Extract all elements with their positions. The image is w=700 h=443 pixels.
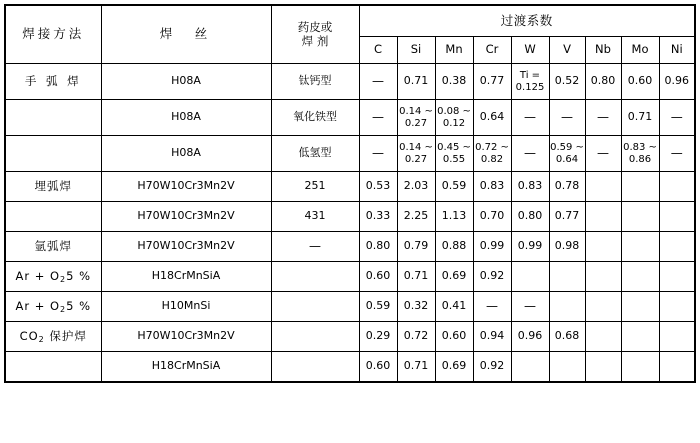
cell-method-post: 保护焊 bbox=[44, 328, 87, 343]
cell-mn-line2: 0.12 bbox=[442, 117, 466, 129]
cell-ni: — bbox=[659, 136, 695, 172]
cell-wire: H08A bbox=[101, 136, 271, 172]
cell-ni bbox=[659, 352, 695, 383]
cell-w: 0.80 bbox=[511, 202, 549, 232]
cell-si: 0.32 bbox=[397, 292, 435, 322]
cell-cr: 0.70 bbox=[473, 202, 511, 232]
cell-v: — bbox=[549, 100, 585, 136]
cell-flux: 钛钙型 bbox=[271, 64, 359, 100]
cell-c: — bbox=[359, 136, 397, 172]
cell-method bbox=[5, 202, 101, 232]
cell-mo bbox=[621, 136, 659, 172]
cell-w: — bbox=[511, 292, 549, 322]
cell-c: 0.53 bbox=[359, 172, 397, 202]
cell-si: 2.25 bbox=[397, 202, 435, 232]
cell-method bbox=[5, 262, 101, 292]
cell-w: 0.83 bbox=[511, 172, 549, 202]
cell-w: — bbox=[511, 136, 549, 172]
cell-cr: 0.83 bbox=[473, 172, 511, 202]
cell-method bbox=[5, 136, 101, 172]
table-row bbox=[5, 292, 695, 322]
cell-mn-line1: 0.45 ~ bbox=[437, 142, 471, 153]
cell-mn: 0.38 bbox=[435, 64, 473, 100]
cell-wire: H10MnSi bbox=[101, 292, 271, 322]
cell-flux bbox=[271, 322, 359, 352]
cell-mn-line1: 0.08 ~ bbox=[437, 106, 471, 117]
table-row bbox=[5, 136, 695, 172]
cell-mo-line2: 0.86 bbox=[628, 153, 652, 165]
cell-mn bbox=[435, 100, 473, 136]
cell-wire: H70W10Cr3Mn2V bbox=[101, 172, 271, 202]
header-element-mo: Mo bbox=[621, 37, 659, 64]
cell-c: 0.29 bbox=[359, 322, 397, 352]
header-coefficient: 过渡系数 bbox=[359, 5, 695, 37]
cell-mn: 1.13 bbox=[435, 202, 473, 232]
cell-v-line2: 0.64 bbox=[555, 153, 579, 165]
cell-mn-line2: 0.55 bbox=[442, 153, 466, 165]
cell-nb: — bbox=[585, 136, 621, 172]
cell-method bbox=[5, 292, 101, 322]
cell-method: 埋弧焊 bbox=[5, 172, 101, 202]
cell-cr bbox=[473, 136, 511, 172]
cell-nb: — bbox=[585, 100, 621, 136]
cell-wire: H08A bbox=[101, 100, 271, 136]
header-element-nb: Nb bbox=[585, 37, 621, 64]
cell-ni bbox=[659, 172, 695, 202]
cell-si-line2: 0.27 bbox=[404, 117, 428, 129]
cell-v: 0.77 bbox=[549, 202, 585, 232]
cell-cr: — bbox=[473, 292, 511, 322]
cell-nb bbox=[585, 322, 621, 352]
cell-ni bbox=[659, 322, 695, 352]
cell-nb bbox=[585, 292, 621, 322]
header-flux-line1: 药皮或 bbox=[297, 20, 333, 35]
cell-flux bbox=[271, 352, 359, 383]
header-wire: 焊 丝 bbox=[101, 5, 271, 64]
cell-w bbox=[511, 262, 549, 292]
cell-w-line2: 0.125 bbox=[515, 81, 545, 93]
cell-w bbox=[511, 352, 549, 383]
cell-c: — bbox=[359, 64, 397, 100]
header-method: 焊接方法 bbox=[5, 5, 101, 64]
cell-mo bbox=[621, 322, 659, 352]
cell-mo bbox=[621, 262, 659, 292]
cell-ni bbox=[659, 262, 695, 292]
cell-method bbox=[5, 352, 101, 383]
cell-cr: 0.64 bbox=[473, 100, 511, 136]
cell-cr-line2: 0.82 bbox=[480, 153, 504, 165]
header-flux-line2: 焊 剂 bbox=[301, 33, 329, 48]
cell-si: 0.71 bbox=[397, 262, 435, 292]
cell-si bbox=[397, 100, 435, 136]
cell-mo bbox=[621, 202, 659, 232]
cell-cr: 0.77 bbox=[473, 64, 511, 100]
cell-flux: 氧化铁型 bbox=[271, 100, 359, 136]
cell-v bbox=[549, 292, 585, 322]
header-element-si: Si bbox=[397, 37, 435, 64]
header-element-ni: Ni bbox=[659, 37, 695, 64]
cell-flux: 251 bbox=[271, 172, 359, 202]
table-row bbox=[5, 172, 695, 202]
cell-si-line1: 0.14 ~ bbox=[399, 106, 433, 117]
header-flux bbox=[271, 5, 359, 64]
cell-method: 氩弧焊 bbox=[5, 232, 101, 262]
cell-flux bbox=[271, 262, 359, 292]
cell-method-sub: 2 bbox=[38, 334, 45, 344]
table-row bbox=[5, 202, 695, 232]
cell-v bbox=[549, 352, 585, 383]
cell-ni bbox=[659, 292, 695, 322]
cell-method-pre: CO bbox=[19, 328, 39, 343]
cell-c: 0.80 bbox=[359, 232, 397, 262]
cell-mn: 0.88 bbox=[435, 232, 473, 262]
cell-nb bbox=[585, 172, 621, 202]
cell-wire: H70W10Cr3Mn2V bbox=[101, 232, 271, 262]
cell-ni bbox=[659, 232, 695, 262]
cell-mo-line1: 0.83 ~ bbox=[623, 142, 657, 153]
cell-nb bbox=[585, 262, 621, 292]
header-element-w: W bbox=[511, 37, 549, 64]
cell-method-post: 5 % bbox=[66, 268, 92, 283]
cell-mn: 0.60 bbox=[435, 322, 473, 352]
cell-nb bbox=[585, 352, 621, 383]
cell-wire: H70W10Cr3Mn2V bbox=[101, 202, 271, 232]
cell-si bbox=[397, 136, 435, 172]
cell-flux bbox=[271, 292, 359, 322]
cell-mn bbox=[435, 136, 473, 172]
cell-c: 0.60 bbox=[359, 262, 397, 292]
cell-cr: 0.92 bbox=[473, 352, 511, 383]
cell-cr: 0.99 bbox=[473, 232, 511, 262]
cell-si-line2: 0.27 bbox=[404, 153, 428, 165]
cell-si: 0.71 bbox=[397, 352, 435, 383]
cell-w-line1: Ti = bbox=[519, 70, 541, 81]
cell-flux: 低氢型 bbox=[271, 136, 359, 172]
cell-si: 0.71 bbox=[397, 64, 435, 100]
cell-si: 2.03 bbox=[397, 172, 435, 202]
cell-mn: 0.69 bbox=[435, 352, 473, 383]
header-element-v: V bbox=[549, 37, 585, 64]
cell-method-sub: 2 bbox=[60, 274, 67, 284]
cell-si-line1: 0.14 ~ bbox=[399, 142, 433, 153]
table-row bbox=[5, 64, 695, 100]
cell-si: 0.79 bbox=[397, 232, 435, 262]
cell-v: 0.68 bbox=[549, 322, 585, 352]
cell-mo bbox=[621, 352, 659, 383]
cell-method-pre: Ar + O bbox=[15, 298, 61, 313]
cell-v-line1: 0.59 ~ bbox=[550, 142, 584, 153]
cell-method-post: 5 % bbox=[66, 298, 92, 313]
cell-w: — bbox=[511, 100, 549, 136]
cell-wire: H18CrMnSiA bbox=[101, 352, 271, 383]
cell-wire: H18CrMnSiA bbox=[101, 262, 271, 292]
cell-flux: 431 bbox=[271, 202, 359, 232]
cell-mo: 0.71 bbox=[621, 100, 659, 136]
welding-coefficient-table bbox=[4, 4, 696, 383]
cell-mo bbox=[621, 172, 659, 202]
table-row bbox=[5, 232, 695, 262]
cell-c: — bbox=[359, 100, 397, 136]
table-row bbox=[5, 322, 695, 352]
cell-v bbox=[549, 136, 585, 172]
cell-c: 0.59 bbox=[359, 292, 397, 322]
cell-wire: H70W10Cr3Mn2V bbox=[101, 322, 271, 352]
cell-cr: 0.94 bbox=[473, 322, 511, 352]
cell-c: 0.33 bbox=[359, 202, 397, 232]
cell-w: 0.96 bbox=[511, 322, 549, 352]
header-element-c: C bbox=[359, 37, 397, 64]
cell-mn: 0.41 bbox=[435, 292, 473, 322]
header-element-mn: Mn bbox=[435, 37, 473, 64]
cell-v bbox=[549, 262, 585, 292]
cell-flux: — bbox=[271, 232, 359, 262]
cell-cr: 0.92 bbox=[473, 262, 511, 292]
cell-w: 0.99 bbox=[511, 232, 549, 262]
cell-method-sub: 2 bbox=[60, 304, 67, 314]
cell-nb bbox=[585, 232, 621, 262]
cell-w bbox=[511, 64, 549, 100]
cell-mn: 0.59 bbox=[435, 172, 473, 202]
cell-ni: 0.96 bbox=[659, 64, 695, 100]
cell-mn: 0.69 bbox=[435, 262, 473, 292]
cell-mo: 0.60 bbox=[621, 64, 659, 100]
table-row bbox=[5, 352, 695, 383]
cell-mo bbox=[621, 232, 659, 262]
cell-ni bbox=[659, 202, 695, 232]
cell-si: 0.72 bbox=[397, 322, 435, 352]
cell-v: 0.78 bbox=[549, 172, 585, 202]
cell-method bbox=[5, 322, 101, 352]
table-row bbox=[5, 262, 695, 292]
cell-method bbox=[5, 100, 101, 136]
cell-v: 0.98 bbox=[549, 232, 585, 262]
cell-ni: — bbox=[659, 100, 695, 136]
cell-mo bbox=[621, 292, 659, 322]
cell-cr-line1: 0.72 ~ bbox=[475, 142, 509, 153]
cell-c: 0.60 bbox=[359, 352, 397, 383]
cell-method-pre: Ar + O bbox=[15, 268, 61, 283]
cell-nb: 0.80 bbox=[585, 64, 621, 100]
header-element-cr: Cr bbox=[473, 37, 511, 64]
table-row bbox=[5, 100, 695, 136]
cell-v: 0.52 bbox=[549, 64, 585, 100]
cell-method: 手 弧 焊 bbox=[5, 64, 101, 100]
cell-nb bbox=[585, 202, 621, 232]
cell-wire: H08A bbox=[101, 64, 271, 100]
